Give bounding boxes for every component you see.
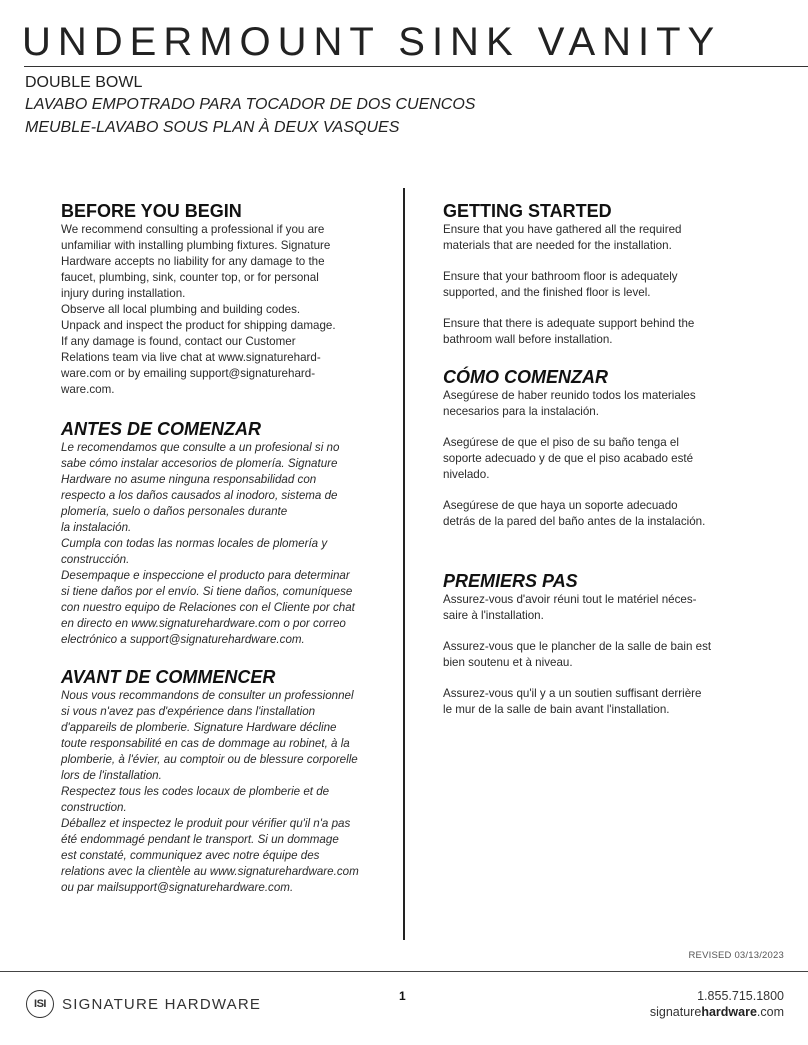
text-line: materials that are needed for the installation. [443, 239, 672, 252]
website-bold: hardware [701, 1005, 757, 1019]
text-line: soporte adecuado y de que el piso acabado esté [443, 452, 694, 465]
text-line: Asegúrese de que el piso de su baño tenga el [443, 436, 679, 449]
section-body [61, 440, 391, 648]
text-line: Assurez-vous d'avoir réuni tout le matériel néces- [443, 593, 697, 606]
section-como-comenzar [443, 366, 783, 530]
text-line: ware.com or by emailing support@signaturehard- [61, 367, 316, 380]
subtitle-spanish: LAVABO EMPOTRADO PARA TOCADOR DE DOS CUENCOS [25, 96, 476, 113]
text-line: est constaté, communiquez avec notre équipe des [61, 849, 320, 862]
phone-number: 1.855.715.1800 [697, 989, 784, 1003]
section-heading: AVANT DE COMMENCER [61, 667, 276, 687]
text-line: Nous vous recommandons de consulter un professionnel [61, 689, 354, 702]
text-line: detrás de la pared del baño antes de la instalación. [443, 515, 706, 528]
section-antes-de-comenzar [61, 418, 391, 648]
text-line: Ensure that there is adequate support behind the [443, 317, 695, 330]
text-line: con nuestro equipo de Relaciones con el Cliente por chat [61, 601, 355, 614]
document-title: UNDERMOUNT SINK VANITY [22, 20, 722, 64]
section-body [61, 222, 391, 398]
section-heading: ANTES DE COMENZAR [61, 419, 262, 439]
text-line: toute responsabilité en cas de dommage au robinet, à la [61, 737, 350, 750]
text-line: Assurez-vous qu'il y a un soutien suffisant derrière [443, 687, 702, 700]
text-line: Asegúrese de haber reunido todos los materiales [443, 389, 696, 402]
text-line: été endommagé pendant le transport. Si un dommage [61, 833, 339, 846]
page-number: 1 [399, 989, 406, 1003]
text-line: relations avec la clientèle au www.signaturehardware.com [61, 865, 359, 878]
section-body [61, 688, 391, 896]
text-line: faucet, plumbing, sink, counter top, or for personal [61, 271, 319, 284]
title-divider [24, 66, 808, 67]
text-line: Observe all local plumbing and building codes. [61, 303, 301, 316]
text-line: ou par mailsupport@signaturehardware.com. [61, 881, 294, 894]
text-line: Asegúrese de que haya un soporte adecuado [443, 499, 678, 512]
subtitle-french: MEUBLE-LAVABO SOUS PLAN À DEUX VASQUES [25, 119, 400, 136]
text-line: electrónico a support@signaturehardware.com. [61, 633, 305, 646]
signature-hardware-logo-icon: ISI [26, 990, 54, 1018]
text-line: respecto a los daños causados al inodoro, sistema de [61, 489, 338, 502]
brand-name: SIGNATURE HARDWARE [62, 996, 262, 1013]
text-line: d'appareils de plomberie. Signature Hardware décline [61, 721, 337, 734]
text-line: injury during installation. [61, 287, 186, 300]
text-line: Ensure that your bathroom floor is adequately [443, 270, 678, 283]
website-suffix: .com [756, 1005, 784, 1019]
section-getting-started [443, 200, 783, 348]
text-line: nivelado. [443, 468, 490, 481]
text-line: If any damage is found, contact our Customer [61, 335, 296, 348]
text-line: Le recomendamos que consulte a un profesional si no [61, 441, 340, 454]
text-line: Relations team via live chat at www.signaturehard- [61, 351, 321, 364]
text-line: plomería, suelo o daños personales durante [61, 505, 288, 518]
text-line: construction. [61, 801, 127, 814]
column-divider [403, 188, 405, 940]
section-premiers-pas [443, 570, 783, 718]
text-line: Déballez et inspectez le produit pour vérifier qu'il n'a pas [61, 817, 351, 830]
text-line: le mur de la salle de bain avant l'installation. [443, 703, 670, 716]
text-line: construcción. [61, 553, 130, 566]
website-link[interactable] [650, 1005, 784, 1019]
text-line: Hardware accepts no liability for any damage to the [61, 255, 325, 268]
text-line: en directo en www.signaturehardware.com o por correo [61, 617, 346, 630]
text-line: Respectez tous les codes locaux de plomberie et de [61, 785, 330, 798]
text-line: Hardware no asume ninguna responsabilidad con [61, 473, 317, 486]
text-line: plomberie, à l'évier, au comptoir ou de blessure corporelle [61, 753, 358, 766]
revision-date: REVISED 03/13/2023 [688, 950, 784, 961]
text-line: sabe cómo instalar accesorios de plomería. Signature [61, 457, 338, 470]
text-line: la instalación. [61, 521, 132, 534]
text-line: unfamiliar with installing plumbing fixtures. Signature [61, 239, 331, 252]
text-line: We recommend consulting a professional if you are [61, 223, 325, 236]
section-heading: PREMIERS PAS [443, 571, 578, 591]
text-line: Unpack and inspect the product for shipping damage. [61, 319, 336, 332]
text-line: Ensure that you have gathered all the required [443, 223, 682, 236]
text-line: lors de l'installation. [61, 769, 162, 782]
text-line: supported, and the finished floor is level. [443, 286, 651, 299]
text-line: bathroom wall before installation. [443, 333, 613, 346]
text-line: si tiene daños por el envío. Si tiene daños, comuníquese [61, 585, 353, 598]
section-heading: GETTING STARTED [443, 201, 612, 221]
text-line: si vous n'avez pas d'expérience dans l'installation [61, 705, 316, 718]
section-before-you-begin [61, 200, 391, 398]
text-line: necesarios para la instalación. [443, 405, 599, 418]
text-line: bien soutenu et à niveau. [443, 656, 573, 669]
section-heading: CÓMO COMENZAR [443, 367, 608, 387]
website-prefix: signature [649, 1005, 702, 1019]
footer-divider [0, 971, 808, 972]
text-line: Assurez-vous que le plancher de la salle de bain est [443, 640, 712, 653]
section-heading: BEFORE YOU BEGIN [61, 201, 242, 221]
text-line: ware.com. [61, 383, 115, 396]
text-line: Desempaque e inspeccione el producto para determinar [61, 569, 350, 582]
text-line: Cumpla con todas las normas locales de plomería y [61, 537, 328, 550]
subtitle-english: DOUBLE BOWL [25, 74, 143, 91]
text-line: saire à l'installation. [443, 609, 544, 622]
section-avant-de-commencer [61, 666, 391, 896]
